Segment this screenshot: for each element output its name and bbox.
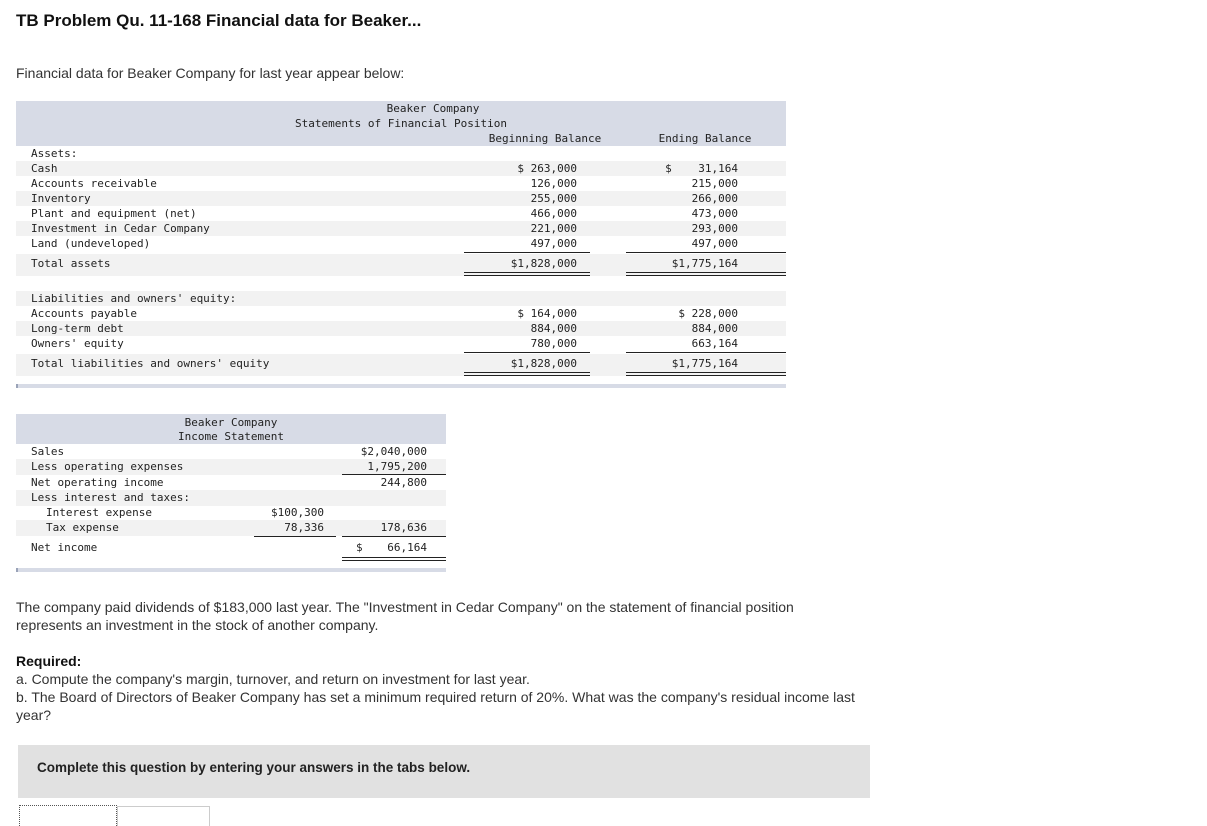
fp-statement-title: Statements of Financial Position: [295, 117, 507, 130]
net-income-dollar: $: [356, 541, 363, 554]
dividends-line-2: represents an investment in the stock of another company.: [16, 617, 379, 633]
asset-end: 473,000: [691, 207, 738, 220]
sales-value: $2,040,000: [360, 445, 427, 458]
asset-label: Cash: [31, 162, 58, 175]
asset-label: Land (undeveloped): [31, 237, 151, 250]
liability-end: 884,000: [691, 322, 738, 335]
required-heading: Required:: [16, 653, 82, 669]
asset-begin: 466,000: [530, 207, 577, 220]
opex-value: 1,795,200: [367, 460, 427, 473]
asset-begin: 255,000: [530, 192, 577, 205]
tab-required-b[interactable]: [117, 806, 210, 826]
liability-label: Owners' equity: [31, 337, 124, 350]
intro-text: Financial data for Beaker Company for last year appear below:: [16, 65, 405, 81]
is-statement-title: Income Statement: [178, 430, 284, 443]
asset-label: Investment in Cedar Company: [31, 222, 210, 235]
noi-value: 244,800: [380, 476, 427, 489]
total-liabilities-end: $1,775,164: [671, 357, 738, 370]
liabilities-heading: Liabilities and owners' equity:: [31, 292, 237, 305]
liability-begin: 884,000: [530, 322, 577, 335]
asset-end: 293,000: [691, 222, 738, 235]
asset-end: 497,000: [691, 237, 738, 250]
asset-begin: 497,000: [530, 237, 577, 250]
liability-begin: 780,000: [530, 337, 577, 350]
is-table-scrollbar[interactable]: [16, 568, 446, 572]
total-assets-end: $1,775,164: [671, 257, 738, 270]
requirement-b-line-1: b. The Board of Directors of Beaker Company has set a minimum required return of 20%. What was the company's residual income last: [16, 689, 855, 705]
sales-label: Sales: [31, 445, 65, 458]
liability-label: Long-term debt: [31, 322, 124, 335]
interest-value: $100,300: [271, 506, 324, 519]
asset-begin: $ 263,000: [517, 162, 577, 175]
net-income-value: 66,164: [387, 541, 427, 554]
asset-end: 266,000: [691, 192, 738, 205]
fp-company: Beaker Company: [386, 102, 480, 115]
asset-begin: 221,000: [530, 222, 577, 235]
liability-label: Accounts payable: [31, 307, 137, 320]
total-liabilities-label: Total liabilities and owners' equity: [31, 357, 270, 370]
liability-begin: $ 164,000: [517, 307, 577, 320]
asset-begin: 126,000: [530, 177, 577, 190]
fp-col-end: Ending Balance: [658, 132, 752, 145]
tax-label: Tax expense: [46, 521, 119, 534]
asset-label: Inventory: [31, 192, 91, 205]
assets-heading: Assets:: [31, 147, 78, 160]
interest-tax-total: 178,636: [380, 521, 427, 534]
requirements: [16, 652, 855, 724]
fp-col-begin: Beginning Balance: [488, 132, 602, 145]
instructions-box: [18, 745, 870, 798]
dividends-paragraph: [16, 598, 794, 634]
instructions-text: Complete this question by entering your answers in the tabs below.: [37, 760, 471, 775]
asset-end: $ 31,164: [665, 162, 738, 175]
total-assets-label: Total assets: [31, 257, 111, 270]
noi-label: Net operating income: [31, 476, 164, 489]
page-title: TB Problem Qu. 11-168 Financial data for Beaker...: [16, 11, 422, 30]
dividends-line-1: The company paid dividends of $183,000 last year. The "Investment in Cedar Company" on the statement of financial position: [16, 599, 794, 615]
liability-end: 663,164: [691, 337, 738, 350]
total-assets-begin: $1,828,000: [510, 257, 577, 270]
asset-end: 215,000: [691, 177, 738, 190]
less-interest-taxes-label: Less interest and taxes:: [31, 491, 190, 504]
requirement-a: a. Compute the company's margin, turnover, and return on investment for last year.: [16, 671, 530, 687]
interest-label: Interest expense: [46, 506, 152, 519]
requirement-b-line-2: year?: [16, 707, 52, 723]
tax-value: 78,336: [284, 521, 324, 534]
total-liabilities-begin: $1,828,000: [510, 357, 577, 370]
liability-end: $ 228,000: [678, 307, 738, 320]
asset-label: Accounts receivable: [31, 177, 157, 190]
opex-label: Less operating expenses: [31, 460, 184, 473]
fp-table-scrollbar[interactable]: [16, 384, 786, 388]
tab-required-a[interactable]: [19, 805, 117, 826]
net-income-label: Net income: [31, 541, 98, 554]
is-company: Beaker Company: [184, 416, 278, 429]
asset-label: Plant and equipment (net): [31, 207, 197, 220]
